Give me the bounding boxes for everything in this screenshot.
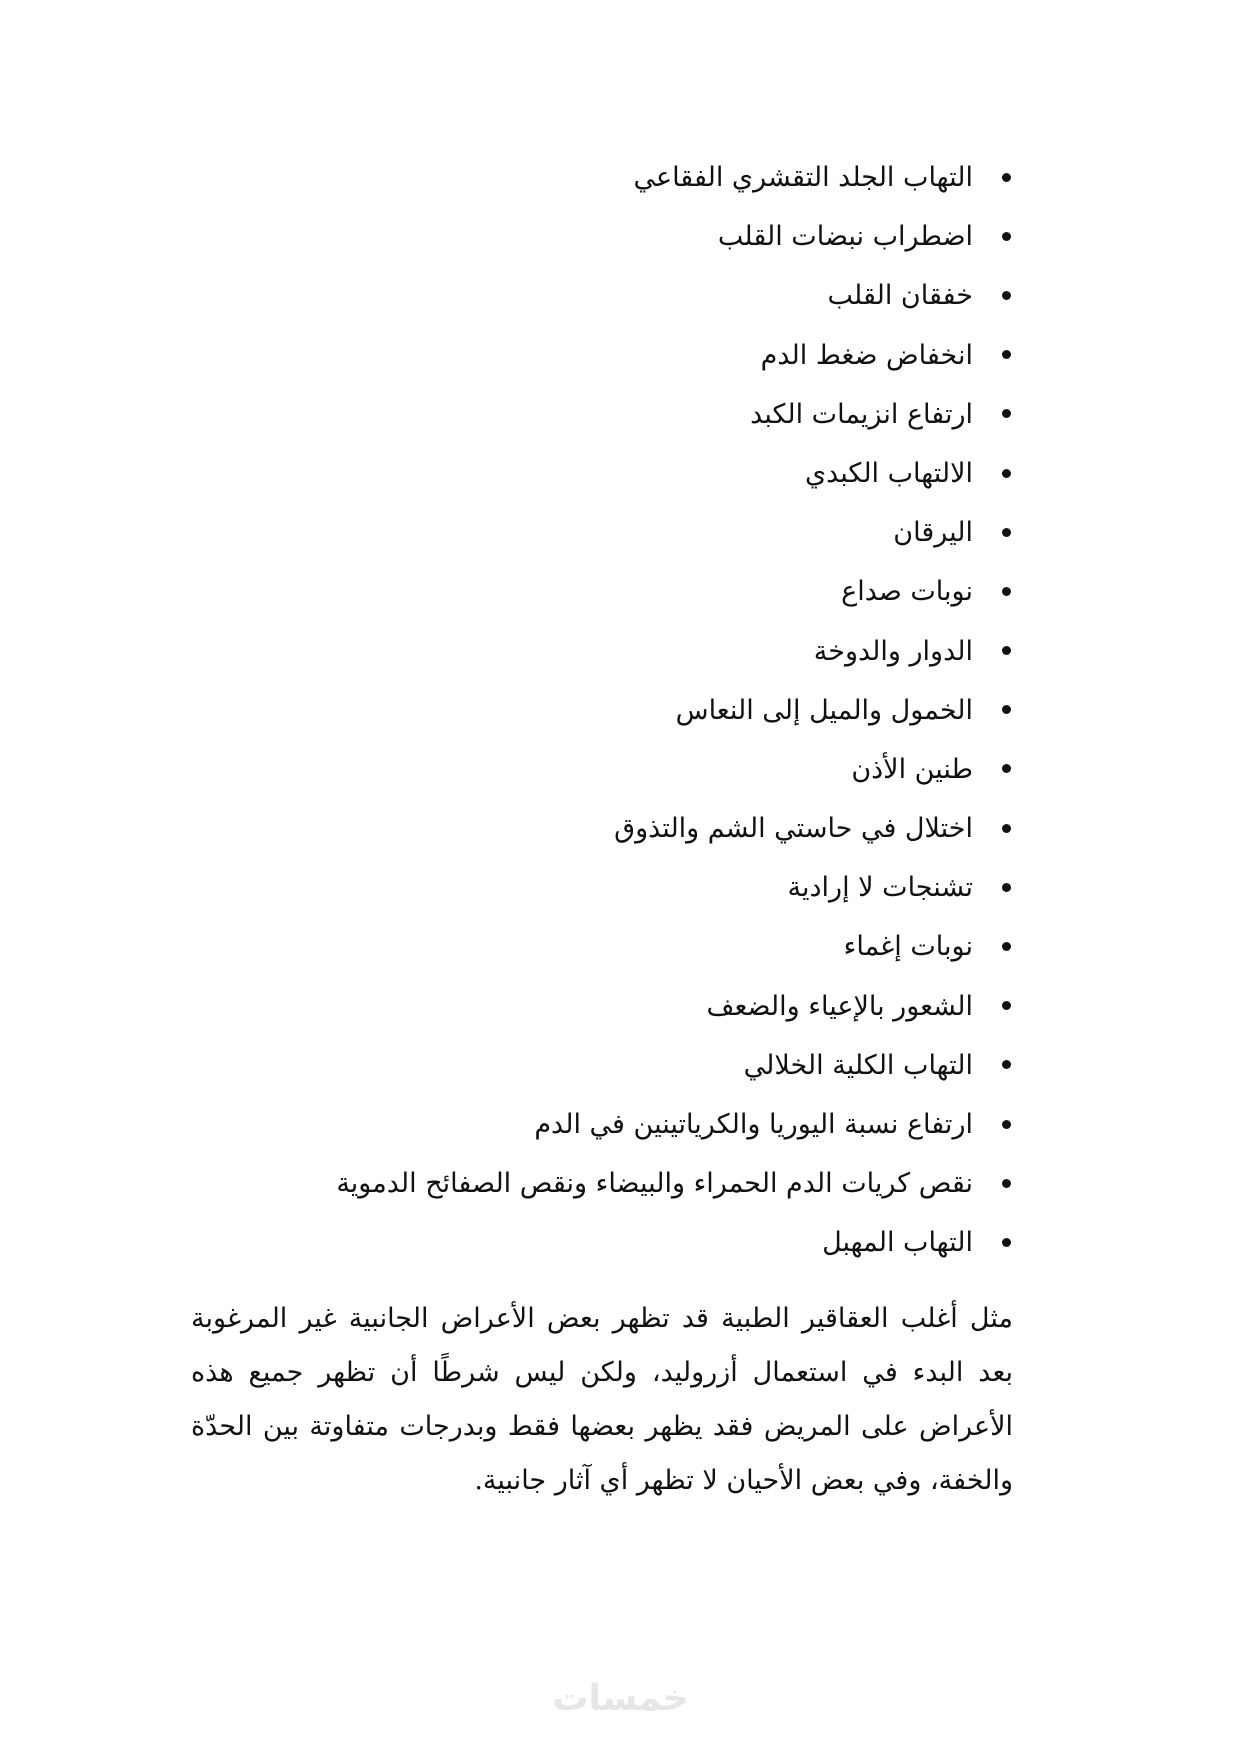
list-item — [193, 1154, 1013, 1213]
bullet-icon — [1002, 824, 1011, 833]
bullet-icon — [1002, 1238, 1011, 1247]
list-item — [193, 1036, 1013, 1095]
bullet-icon — [1002, 173, 1011, 182]
list-item-text: تشنجات لا إرادية — [787, 872, 973, 904]
list-item-text: نوبات إغماء — [843, 931, 973, 963]
bullet-icon — [1002, 1120, 1011, 1129]
list-item — [193, 740, 1013, 799]
list-item — [193, 977, 1013, 1036]
list-item — [193, 444, 1013, 503]
list-item-text: الخمول والميل إلى النعاس — [675, 694, 973, 726]
bullet-icon — [1002, 291, 1011, 300]
list-item — [193, 503, 1013, 562]
bullet-icon — [1002, 883, 1011, 892]
list-item — [193, 266, 1013, 325]
bullet-icon — [1002, 764, 1011, 773]
list-item-text: انخفاض ضغط الدم — [760, 339, 973, 371]
list-item-text: ارتفاع نسبة اليوريا والكرياتينين في الدم — [534, 1109, 973, 1140]
list-item-text: اضطراب نبضات القلب — [717, 221, 973, 253]
list-item-text: التهاب المهبل — [822, 1227, 973, 1259]
list-item — [193, 148, 1013, 207]
body-paragraph: مثل أغلب العقاقير الطبية قد تظهر بعض الأعراض الجانبية غير المرغوبة بعد البدء في استعمال أزروليد، ولكن ليس شرطًا أن تظهر جميع هذه الأعراض على المريض فقد يظهر بعضها فقط وبدرجات متفاوتة بين الحدّة والخفة، وفي بعض الأحيان لا تظهر أي آثار جانبية. — [191, 1303, 1013, 1496]
list-item-text: الدوار والدوخة — [813, 635, 973, 667]
bullet-icon — [1002, 528, 1011, 537]
bullet-icon — [1002, 232, 1011, 241]
bullet-icon — [1002, 1001, 1011, 1010]
list-item-text: طنين الأذن — [851, 753, 973, 785]
bullet-icon — [1002, 350, 1011, 359]
list-item — [193, 622, 1013, 681]
list-item-text: الالتهاب الكبدي — [804, 457, 973, 489]
bullet-icon — [1002, 705, 1011, 714]
list-item — [193, 917, 1013, 976]
list-item — [193, 385, 1013, 444]
bullet-icon — [1002, 587, 1011, 596]
bullet-icon — [1002, 1179, 1011, 1188]
list-item-text: اختلال في حاستي الشم والتذوق — [614, 813, 973, 845]
list-item — [193, 1213, 1013, 1272]
list-item-text: اليرقان — [893, 517, 973, 549]
list-item — [193, 681, 1013, 740]
list-item — [193, 326, 1013, 385]
list-item-text: التهاب الكلية الخلالي — [743, 1049, 973, 1081]
list-item-text: خفقان القلب — [827, 280, 973, 312]
bullet-icon — [1002, 942, 1011, 951]
bullet-icon — [1002, 646, 1011, 655]
bullet-icon — [1002, 409, 1011, 418]
bullet-icon — [1002, 1060, 1011, 1069]
list-item — [193, 562, 1013, 621]
list-item — [193, 1095, 1013, 1154]
list-item-text: التهاب الجلد التقشري الفقاعي — [633, 162, 973, 193]
list-item-text: نوبات صداع — [841, 576, 973, 608]
list-item-text: نقص كريات الدم الحمراء والبيضاء ونقص الصفائح الدموية — [336, 1168, 973, 1200]
list-item-text: ارتفاع انزيمات الكبد — [750, 398, 973, 430]
list-item — [193, 207, 1013, 266]
list-item — [193, 799, 1013, 858]
bullet-icon — [1002, 469, 1011, 478]
watermark-logo: خمسات — [552, 1678, 689, 1719]
list-item — [193, 858, 1013, 917]
side-effects-list — [193, 148, 1013, 1273]
list-item-text: الشعور بالإعياء والضعف — [706, 990, 973, 1022]
